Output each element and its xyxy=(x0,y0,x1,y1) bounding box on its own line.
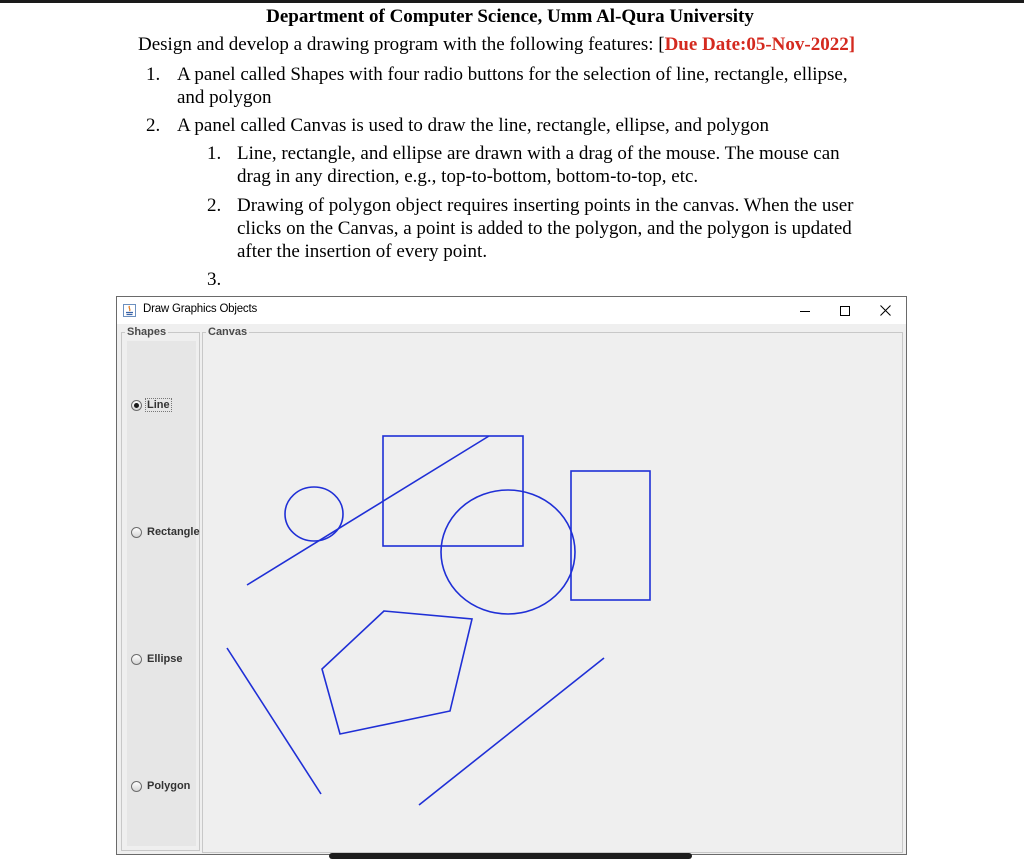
list-item xyxy=(146,114,906,137)
list-number: 3. xyxy=(207,269,222,290)
top-border xyxy=(0,0,1024,3)
radio-label: Polygon xyxy=(147,780,191,792)
sublist-item xyxy=(207,194,907,263)
document-title: Department of Computer Science, Umm Al-Qura University xyxy=(266,6,754,27)
radio-label: Ellipse xyxy=(147,653,183,665)
due-date: Due Date:05-Nov-2022] xyxy=(664,34,856,55)
sublist-item xyxy=(207,142,907,188)
shapes-panel xyxy=(121,326,200,851)
shapes-legend: Shapes xyxy=(127,326,167,338)
radio-unselected-icon xyxy=(131,654,142,665)
document-intro xyxy=(138,34,855,56)
java-app-icon xyxy=(123,304,136,317)
list-number: 1. xyxy=(207,143,222,164)
app-window xyxy=(116,296,907,855)
radio-label: Line xyxy=(147,399,170,411)
drawn-line xyxy=(247,436,489,585)
list-text-line: drag in any direction, e.g., top-to-bottom, bottom-to-top, etc. xyxy=(237,166,699,187)
canvas-legend: Canvas xyxy=(208,326,248,338)
drawn-ellipse xyxy=(441,490,575,614)
list-text-line: A panel called Shapes with four radio buttons for the selection of line, rectangle, ellipse, xyxy=(177,64,848,85)
radio-polygon[interactable] xyxy=(131,780,191,792)
drawing-canvas[interactable] xyxy=(205,337,901,851)
radio-selected-icon xyxy=(131,400,142,411)
list-number: 2. xyxy=(207,195,222,216)
sublist-item xyxy=(207,268,907,291)
drawn-polygon xyxy=(322,611,472,734)
list-item xyxy=(146,63,906,109)
drawn-rectangle xyxy=(571,471,650,600)
list-text-line: A panel called Canvas is used to draw the line, rectangle, ellipse, and polygon xyxy=(177,115,769,136)
minimize-button[interactable] xyxy=(785,297,825,324)
shapes-panel-body xyxy=(127,341,196,846)
list-text-line: after the insertion of every point. xyxy=(237,241,488,262)
window-titlebar[interactable] xyxy=(117,297,906,324)
list-text-line: clicks on the Canvas, a point is added to the polygon, and the polygon is updated xyxy=(237,218,852,239)
list-text-line: Line, rectangle, and ellipse are drawn with a drag of the mouse. The mouse can xyxy=(237,143,840,164)
list-text-line: and polygon xyxy=(177,87,272,108)
drawn-ellipse xyxy=(285,487,343,541)
radio-ellipse[interactable] xyxy=(131,653,183,665)
radio-unselected-icon xyxy=(131,781,142,792)
maximize-button[interactable] xyxy=(825,297,865,324)
list-number: 1. xyxy=(146,64,161,85)
scrollbar-thumb[interactable] xyxy=(329,853,692,859)
drawn-line xyxy=(419,658,604,805)
minimize-icon xyxy=(800,306,810,316)
radio-label: Rectangle xyxy=(147,526,200,538)
radio-unselected-icon xyxy=(131,527,142,538)
window-title: Draw Graphics Objects xyxy=(143,303,258,315)
close-button[interactable] xyxy=(865,297,905,324)
maximize-icon xyxy=(840,306,850,316)
intro-text: Design and develop a drawing program with the following features: [ xyxy=(138,34,665,55)
radio-line[interactable] xyxy=(131,399,171,411)
list-number: 2. xyxy=(146,115,161,136)
close-icon xyxy=(880,305,891,316)
list-text-line: Drawing of polygon object requires inserting points in the canvas. When the user xyxy=(237,195,854,216)
drawn-line xyxy=(227,648,321,794)
radio-rectangle[interactable] xyxy=(131,526,201,538)
